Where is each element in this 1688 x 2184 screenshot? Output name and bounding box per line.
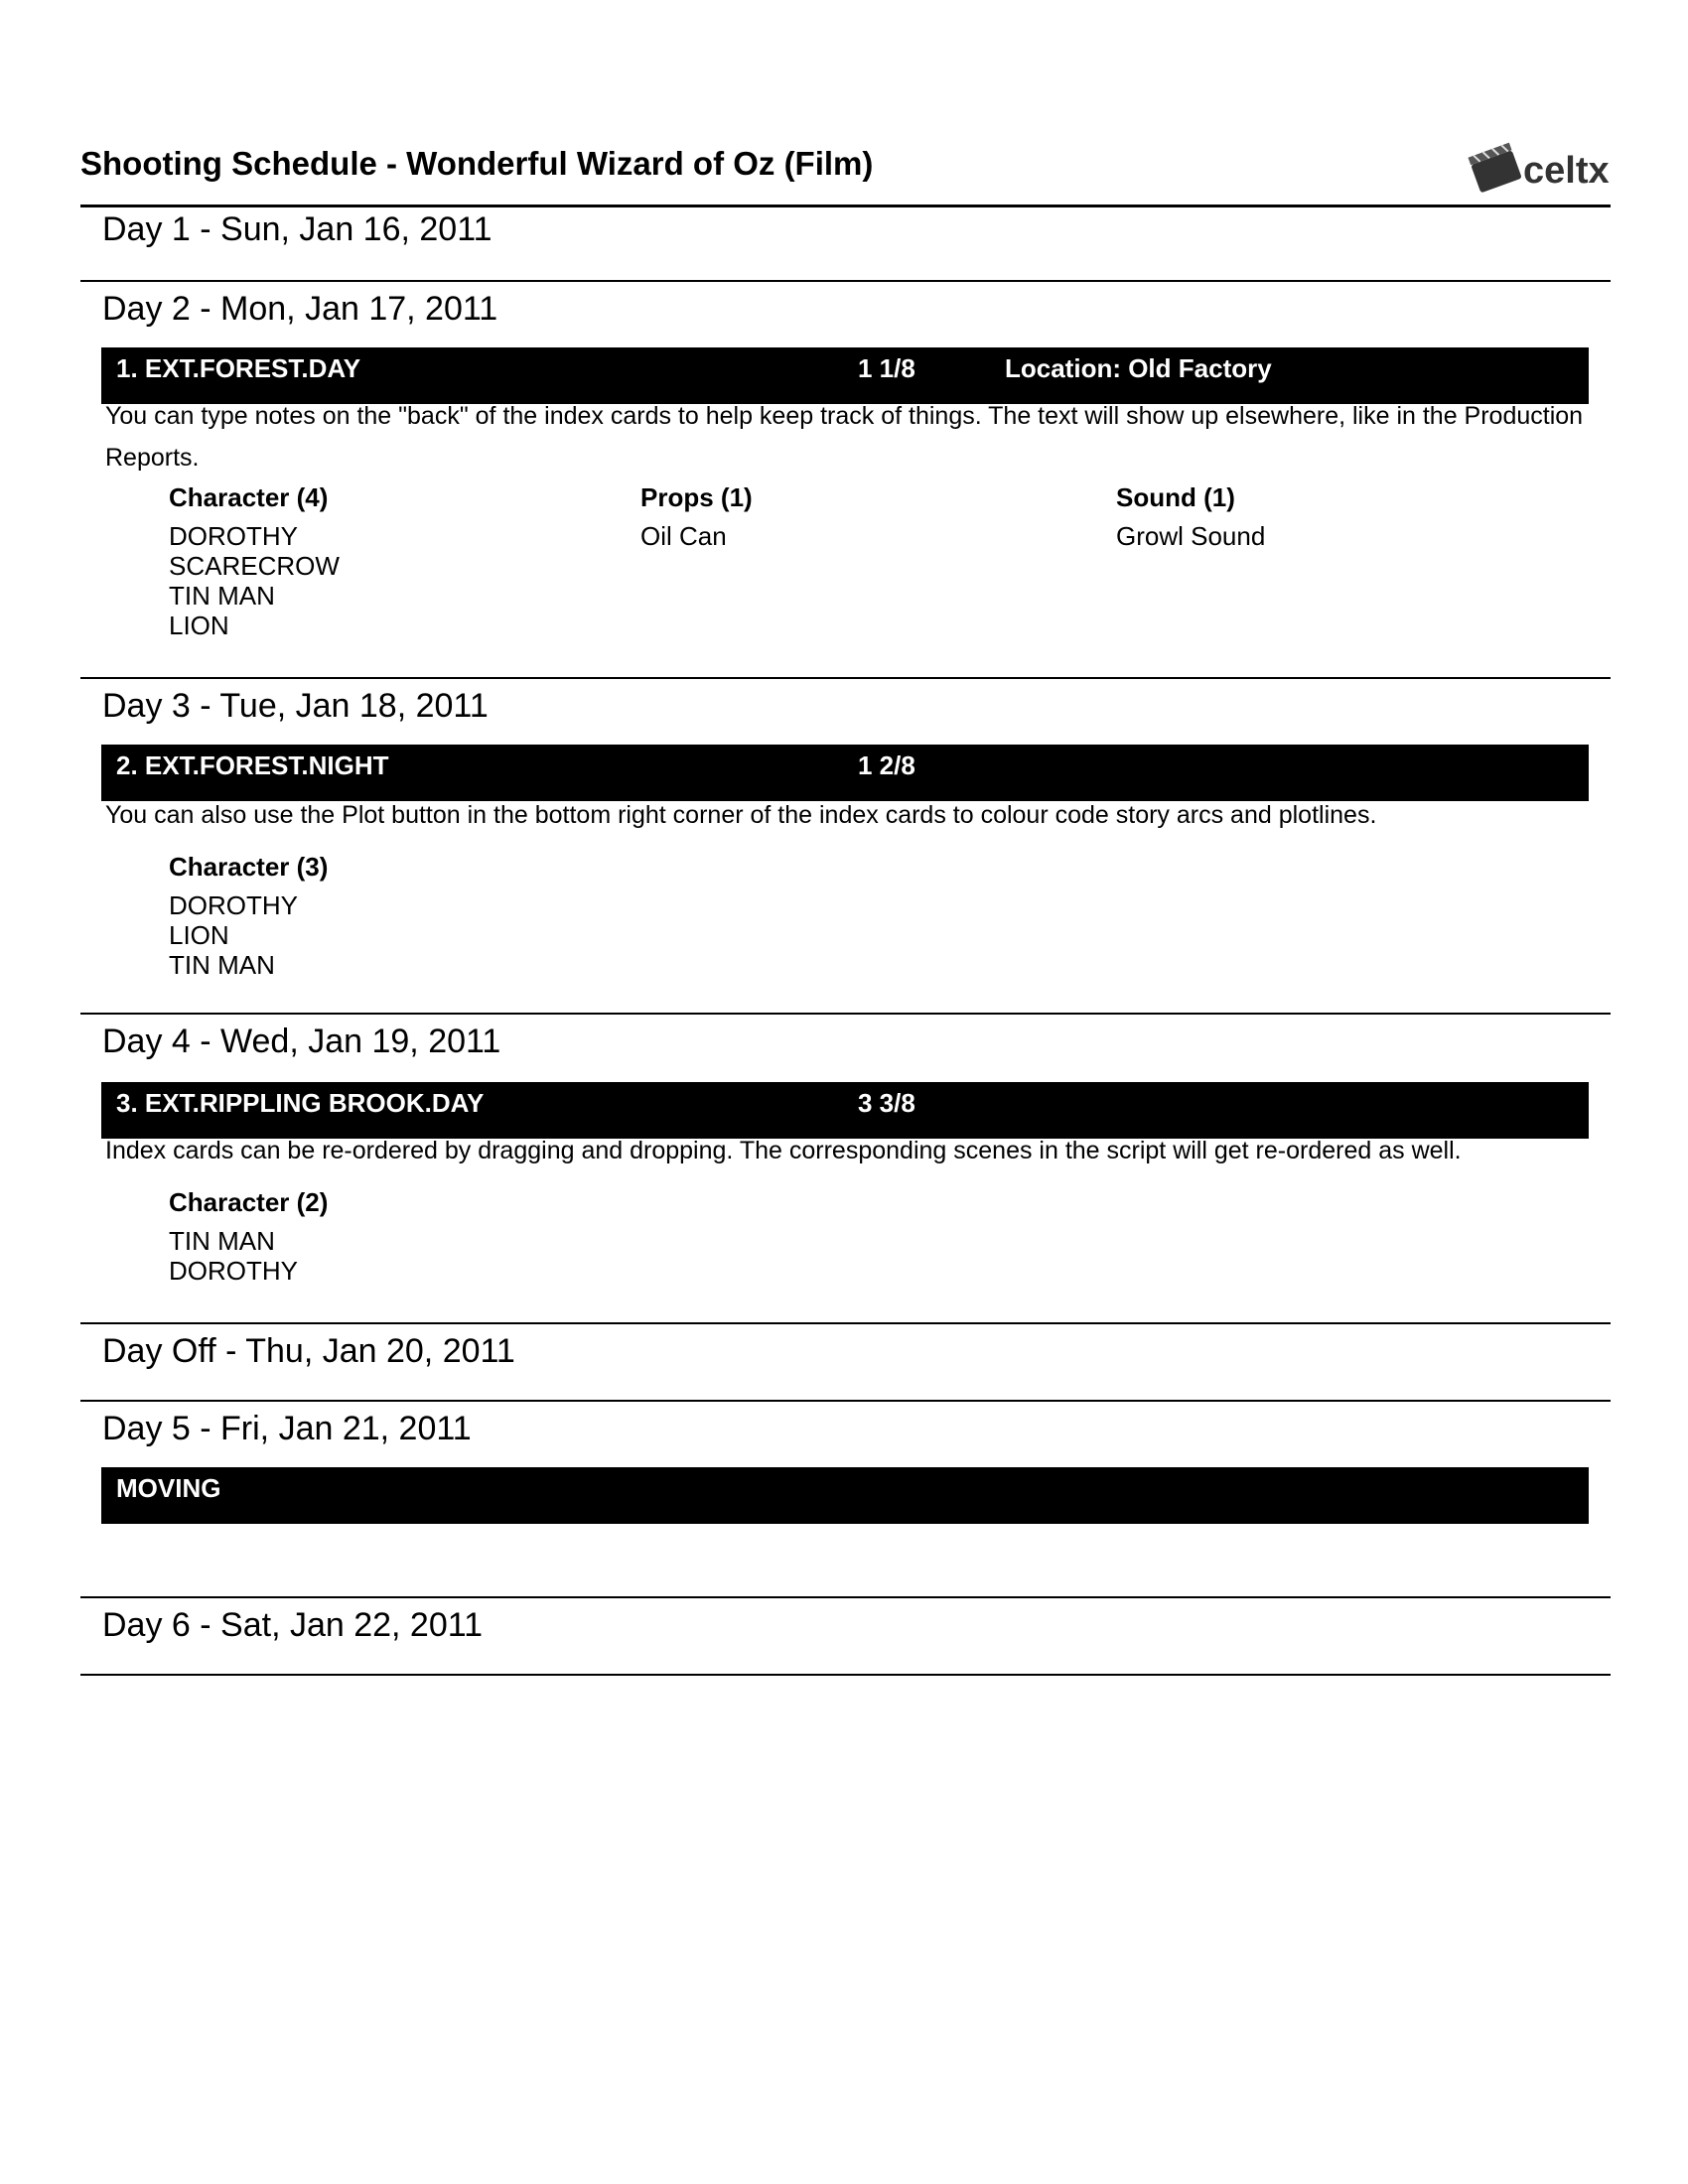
category-item: Growl Sound xyxy=(1116,521,1266,551)
scene-page-count: 3 3/8 xyxy=(858,1088,915,1118)
scene-heading: MOVING xyxy=(116,1473,221,1503)
category-item: LION xyxy=(169,611,229,640)
breakdown-category xyxy=(1116,482,1265,551)
day-section xyxy=(80,205,1611,282)
day-title: Day 1 - Sun, Jan 16, 2011 xyxy=(102,210,492,248)
category-item: DOROTHY xyxy=(169,1256,298,1286)
day-title: Day 3 - Tue, Jan 18, 2011 xyxy=(102,687,489,725)
breakdown-category xyxy=(169,1187,328,1286)
day-section xyxy=(80,1324,1611,1402)
category-item: DOROTHY xyxy=(169,890,298,920)
day-title: Day 4 - Wed, Jan 19, 2011 xyxy=(102,1023,501,1060)
category-title: Character (3) xyxy=(169,852,329,882)
category-item: TIN MAN xyxy=(169,581,275,611)
scene-strip xyxy=(101,1467,1589,1524)
day-title: Day 6 - Sat, Jan 22, 2011 xyxy=(102,1606,484,1644)
scene-heading: 1. EXT.FOREST.DAY xyxy=(116,353,361,383)
celtx-logo xyxy=(1462,131,1611,201)
page-header xyxy=(80,139,1611,207)
scene-strip xyxy=(101,745,1589,801)
category-item: TIN MAN xyxy=(169,950,275,980)
day-title: Day 5 - Fri, Jan 21, 2011 xyxy=(102,1410,472,1447)
scene-location: Location: Old Factory xyxy=(1005,353,1272,383)
category-item: Oil Can xyxy=(640,521,727,551)
day-title: Day 2 - Mon, Jan 17, 2011 xyxy=(102,290,498,328)
category-item: TIN MAN xyxy=(169,1226,275,1256)
scene-page-count: 1 1/8 xyxy=(858,353,915,383)
page-title: Shooting Schedule - Wonderful Wizard of Oz (Film) xyxy=(80,145,874,182)
category-title: Character (2) xyxy=(169,1187,329,1217)
category-item: DOROTHY xyxy=(169,521,298,551)
day-section xyxy=(80,1598,1611,1676)
category-item: SCARECROW xyxy=(169,551,340,581)
scene-note: Index cards can be re-ordered by dragging and dropping. The corresponding scenes in the script will get re-ordered as well. xyxy=(105,1137,1462,1164)
breakdown-category xyxy=(169,852,328,980)
breakdown-category xyxy=(640,482,753,551)
category-title: Sound (1) xyxy=(1116,482,1235,512)
logo-text: celtx xyxy=(1523,150,1610,192)
category-title: Character (4) xyxy=(169,482,329,512)
scene-heading: 3. EXT.RIPPLING BROOK.DAY xyxy=(116,1088,485,1118)
scene-note: You can type notes on the "back" of the index cards to help keep track of things. The text will show up elsewhere, like in the Production Reports. xyxy=(105,402,1584,472)
scene-note: You can also use the Plot button in the bottom right corner of the index cards to colour code story arcs and plotlines. xyxy=(105,801,1377,829)
scene-heading: 2. EXT.FOREST.NIGHT xyxy=(116,751,389,780)
scene-page-count: 1 2/8 xyxy=(858,751,915,780)
day-title: Day Off - Thu, Jan 20, 2011 xyxy=(102,1332,515,1370)
category-title: Props (1) xyxy=(640,482,753,512)
category-item: LION xyxy=(169,920,229,950)
breakdown-category xyxy=(169,482,340,640)
